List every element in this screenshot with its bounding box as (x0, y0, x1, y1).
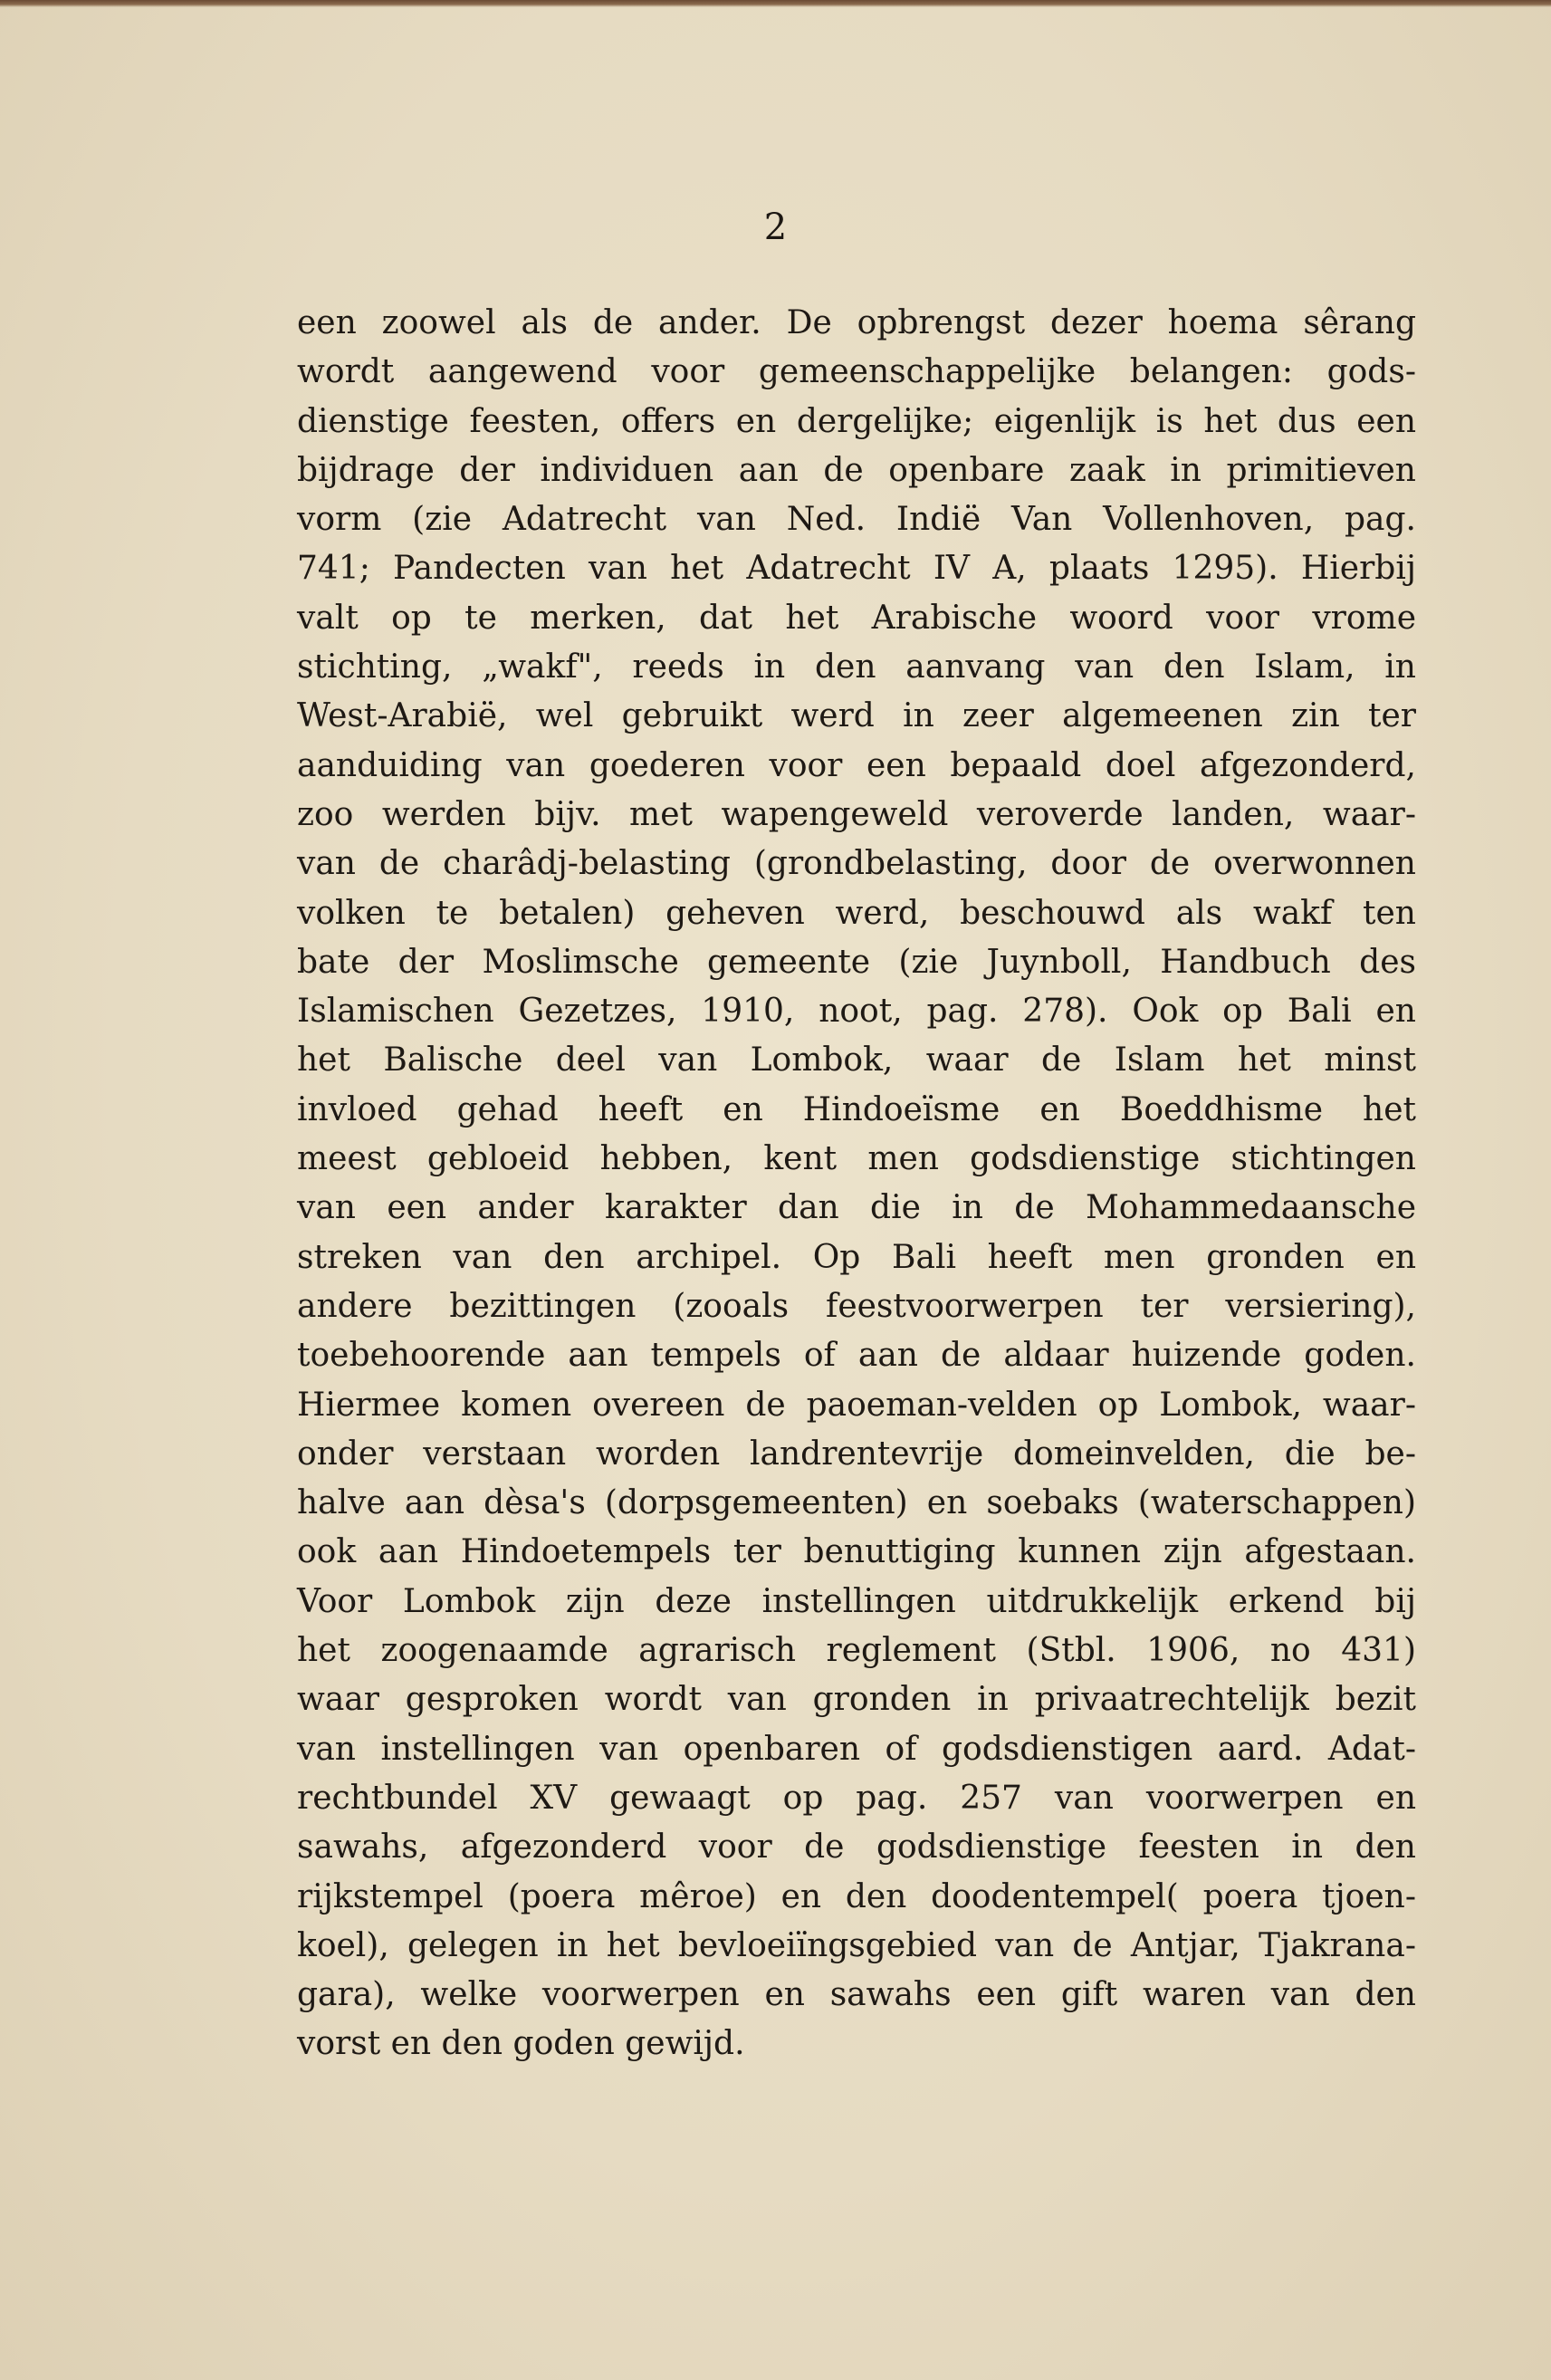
text-line: rechtbundel XV gewaagt op pag. 257 van voorwerpen en (297, 1779, 1416, 1817)
text-line: van een ander karakter dan die in de Mohammedaansche (297, 1189, 1416, 1227)
text-line: volken te betalen) geheven werd, beschouwd als wakf ten (297, 894, 1416, 932)
text-line: onder verstaan worden landrentevrije domeinvelden, die be- (297, 1435, 1416, 1473)
text-line: meest gebloeid hebben, kent men godsdienstige stichtingen (297, 1140, 1416, 1178)
text-line: 741; Pandecten van het Adatrecht IV A, plaats 1295). Hierbij (297, 550, 1416, 588)
text-line: het Balische deel van Lombok, waar de Islam het minst (297, 1041, 1416, 1080)
text-line: zoo werden bijv. met wapengeweld veroverde landen, waar- (297, 795, 1416, 833)
text-line: andere bezittingen (zooals feestvoorwerpen ter versiering), (297, 1287, 1416, 1325)
text-line: een zoowel als de ander. De opbrengst dezer hoema sêrang (297, 304, 1416, 341)
body-text (297, 299, 1416, 2069)
text-line: ook aan Hindoetempels ter benuttiging kunnen zijn afgestaan. (297, 1533, 1416, 1571)
text-line: gara), welke voorwerpen en sawahs een gift waren van den (297, 1976, 1416, 2014)
text-line: vorm (zie Adatrecht van Ned. Indië Van Vollenhoven, pag. (297, 501, 1416, 539)
text-line: toebehoorende aan tempels of aan de aldaar huizende goden. (297, 1337, 1416, 1375)
text-line: koel), gelegen in het bevloeiïngsgebied van de Antjar, Tjakrana- (297, 1926, 1416, 1964)
text-line: valt op te merken, dat het Arabische woord voor vrome (297, 599, 1416, 637)
text-line: dienstige feesten, offers en dergelijke; eigenlijk is het dus een (297, 402, 1416, 440)
text-line: West-Arabië, wel gebruikt werd in zeer algemeenen zin ter (297, 697, 1416, 735)
text-line: sawahs, afgezonderd voor de godsdienstige feesten in den (297, 1828, 1416, 1867)
text-line: invloed gehad heeft en Hindoeïsme en Boeddhisme het (297, 1090, 1416, 1128)
text-line: van de charâdj-belasting (grondbelasting, door de overwonnen (297, 845, 1416, 883)
page-top-edge (0, 0, 1551, 7)
text-line: vorst en den goden gewijd. (297, 2025, 745, 2063)
text-line: waar gesproken wordt van gronden in privaatrechtelijk bezit (297, 1681, 1416, 1719)
text-line: rijkstempel (poera mêroe) en den doodentempel( poera tjoen- (297, 1877, 1416, 1915)
page-number: 2 (763, 206, 788, 248)
text-line: aanduiding van goederen voor een bepaald doel afgezonderd, (297, 746, 1416, 784)
text-line: bijdrage der individuen aan de openbare zaak in primitieven (297, 451, 1416, 489)
text-line: Islamischen Gezetzes, 1910, noot, pag. 278). Ook op Bali en (297, 993, 1416, 1031)
text-line: wordt aangewend voor gemeenschappelijke belangen: gods- (297, 353, 1416, 391)
text-line: streken van den archipel. Op Bali heeft men gronden en (297, 1238, 1416, 1276)
text-line: halve aan dèsa's (dorpsgemeenten) en soebaks (waterschappen) (297, 1484, 1416, 1522)
text-line: Hiermee komen overeen de paoeman-velden op Lombok, waar- (297, 1386, 1416, 1424)
text-line: Voor Lombok zijn deze instellingen uitdrukkelijk erkend bij (297, 1582, 1416, 1620)
text-line: van instellingen van openbaren of godsdienstigen aard. Adat- (297, 1730, 1416, 1768)
text-line: bate der Moslimsche gemeente (zie Juynboll, Handbuch des (297, 943, 1416, 981)
text-line: stichting, „wakf", reeds in den aanvang van den Islam, in (297, 648, 1416, 686)
text-line: het zoogenaamde agrarisch reglement (Stbl. 1906, no 431) (297, 1632, 1416, 1670)
